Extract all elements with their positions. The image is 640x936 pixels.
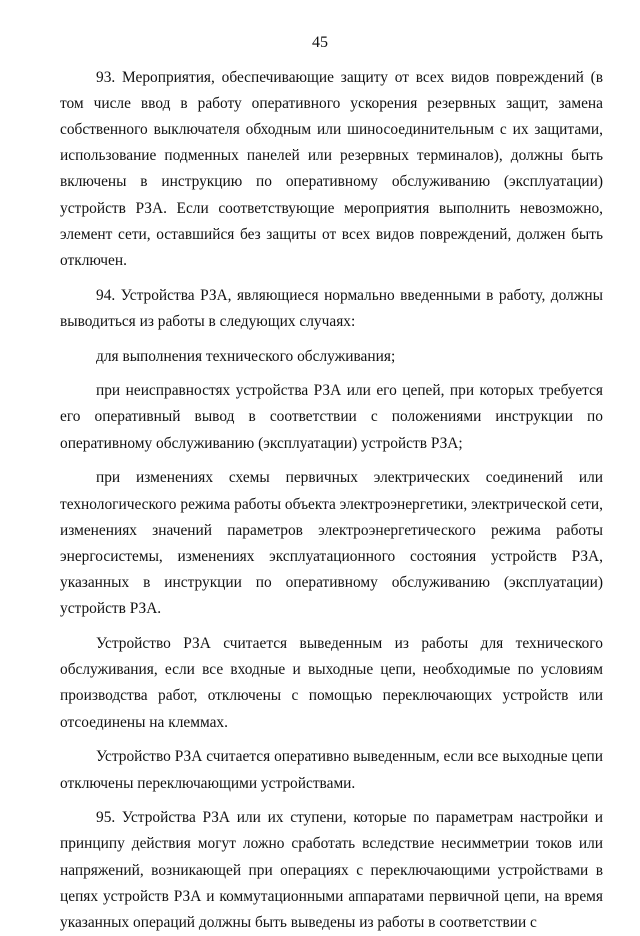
paragraph-94-case-malfunction: при неисправностях устройства РЗА или его цепей, при которых требуется его оперативный вывод в соответствии с положениями инструкции по оперативному обслуживанию (эксплуатации) устройств РЗА; xyxy=(60,382,603,452)
paragraph-maintenance-withdrawal: Устройство РЗА считается выведенным из работы для технического обслуживания, если все входные и выходные цепи, необходимые по условиям производства работ, отключены с помощью переключающих устройств или отсоединены на клеммах. xyxy=(60,635,603,731)
paragraph-94: 94. Устройства РЗА, являющиеся нормально введенными в работу, должны выводиться из работы в следующих случаях: xyxy=(60,286,603,330)
paragraph-94-case-maintenance: для выполнения технического обслуживания; xyxy=(96,347,396,365)
page-number: 45 xyxy=(312,34,328,51)
paragraph-operational-withdrawal: Устройство РЗА считается оперативно выведенным, если все выходные цепи отключены переключающими устройствами. xyxy=(60,748,603,792)
document-body xyxy=(60,56,603,936)
paragraph-95: 95. Устройства РЗА или их ступени, которые по параметрам настройки и принципу действия могут ложно сработать вследствие несимметрии токов или напряжений, возникающей при операциях с переключающими устройствами в цепях устройств РЗА и коммутационными аппаратами первичной цепи, на время указанных операций должны быть выведены из работы в соответствии с xyxy=(60,809,603,932)
paragraph-93: 93. Мероприятия, обеспечивающие защиту от всех видов повреждений (в том числе ввод в работу оперативного ускорения резервных защит, замена собственного выключателя обходным или шиносоединительным с их защитами, использование подменных панелей или резервных терминалов), должны быть включены в инструкцию по оперативному обслуживанию (эксплуатации) устройств РЗА. Если соответствующие мероприятия выполнить невозможно, элемент сети, оставшийся без защиты от всех видов повреждений, должен быть отключен. xyxy=(60,68,603,269)
paragraph-94-case-changes: при изменениях схемы первичных электрических соединений или технологического режима работы объекта электроэнергетики, электрической сети, изменениях значений параметров электроэнергетического режима работы энергосистемы, изменениях эксплуатационного состояния устройств РЗА, указанных в инструкции по оперативному обслуживанию (эксплуатации) устройств РЗА. xyxy=(60,469,603,618)
